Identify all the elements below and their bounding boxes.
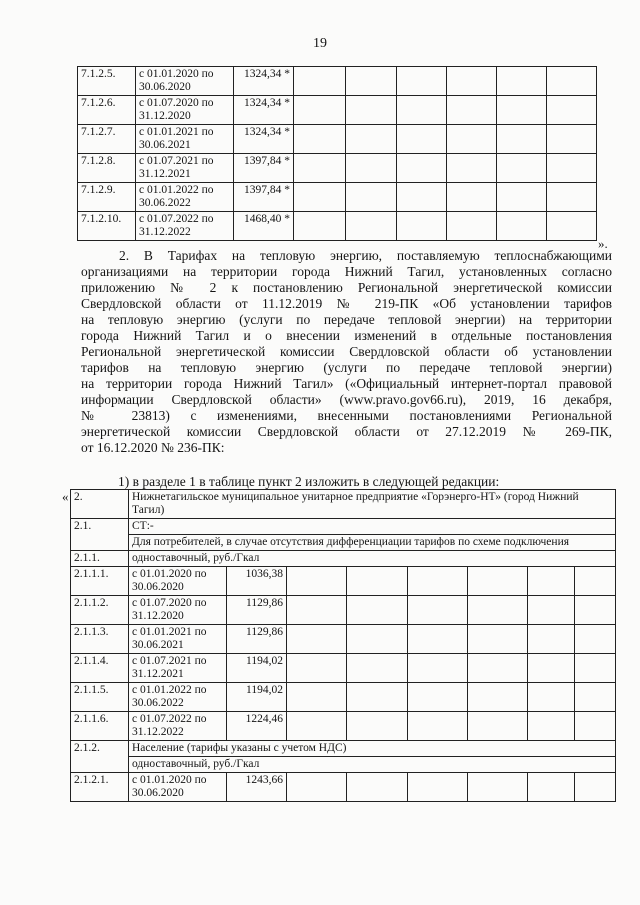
table-row <box>78 125 597 154</box>
empty-cell <box>397 67 447 96</box>
empty-cell <box>497 183 547 212</box>
empty-cell <box>347 596 408 625</box>
empty-cell <box>294 96 346 125</box>
paragraph-2 <box>81 248 612 456</box>
pop-label: Население (тарифы указаны с учетом НДС) <box>129 741 616 757</box>
consumers-row <box>71 535 616 551</box>
row-period: с 01.07.2020 по 31.12.2020 <box>129 596 227 625</box>
paragraph-line: Региональной энергетической комиссии Свердловской области об установлении <box>81 344 612 359</box>
row-period: с 01.01.2020 по 30.06.2020 <box>136 67 234 96</box>
opening-quote: « <box>62 489 69 504</box>
empty-cell <box>287 567 347 596</box>
org-name: Нижнетагильское муниципальное унитарное предприятие «Горэнерго-НТ» (город Нижний Тагил) <box>129 490 616 519</box>
empty-cell <box>575 773 616 802</box>
row-value: 1397,84 * <box>234 183 294 212</box>
row-code: 7.1.2.6. <box>78 96 136 125</box>
empty-cell <box>408 712 468 741</box>
empty-cell <box>347 567 408 596</box>
empty-cell <box>347 625 408 654</box>
empty-cell <box>447 183 497 212</box>
empty-cell <box>397 154 447 183</box>
row-value: 1324,34 * <box>234 96 294 125</box>
pop-code: 2.1.2. <box>71 741 129 773</box>
row-code: 2.1.1.5. <box>71 683 129 712</box>
empty-cell <box>347 712 408 741</box>
empty-cell <box>347 683 408 712</box>
single-label: одноставочный, руб./Гкал <box>129 551 616 567</box>
empty-cell <box>408 654 468 683</box>
empty-cell <box>528 773 575 802</box>
paragraph-line: информации Свердловской области» (www.pravo.gov66.ru), 2019, 16 декабря, <box>81 392 612 407</box>
empty-cell <box>397 125 447 154</box>
empty-cell <box>287 773 347 802</box>
row-code: 7.1.2.10. <box>78 212 136 241</box>
empty-cell <box>408 683 468 712</box>
row-value: 1194,02 <box>227 654 287 683</box>
table-row <box>71 567 616 596</box>
empty-cell <box>575 625 616 654</box>
row-code: 2.1.1.3. <box>71 625 129 654</box>
empty-cell <box>346 183 397 212</box>
empty-cell <box>528 654 575 683</box>
single-rate-row <box>71 551 616 567</box>
empty-cell <box>287 625 347 654</box>
empty-cell <box>575 654 616 683</box>
empty-cell <box>408 567 468 596</box>
empty-cell <box>547 125 597 154</box>
empty-cell <box>547 154 597 183</box>
table-row <box>78 67 597 96</box>
empty-cell <box>547 212 597 241</box>
row-code: 2.1.1.1. <box>71 567 129 596</box>
st-code: 2.1. <box>71 519 129 551</box>
row-period: с 01.07.2022 по 31.12.2022 <box>136 212 234 241</box>
single-code: 2.1.1. <box>71 551 129 567</box>
table-row <box>71 712 616 741</box>
row-period: с 01.01.2021 по 30.06.2021 <box>136 125 234 154</box>
empty-cell <box>468 773 528 802</box>
row-value: 1324,34 * <box>234 125 294 154</box>
empty-cell <box>347 773 408 802</box>
row-period: с 01.07.2020 по 31.12.2020 <box>136 96 234 125</box>
empty-cell <box>294 67 346 96</box>
empty-cell <box>287 654 347 683</box>
empty-cell <box>468 683 528 712</box>
empty-cell <box>397 212 447 241</box>
paragraph-line: города Нижний Тагил и о внесении изменений в отдельные постановления <box>81 328 612 343</box>
closing-quote: ». <box>598 236 608 251</box>
row-value: 1194,02 <box>227 683 287 712</box>
empty-cell <box>408 596 468 625</box>
empty-cell <box>287 712 347 741</box>
row-value: 1129,86 <box>227 625 287 654</box>
empty-cell <box>468 625 528 654</box>
paragraph-line: № 23813) с изменениями, внесенными постановлениями Региональной <box>81 408 612 423</box>
consumers-label: Для потребителей, в случае отсутствия дифференциации тарифов по схеме подключения <box>129 535 616 551</box>
row-code: 7.1.2.7. <box>78 125 136 154</box>
empty-cell <box>287 596 347 625</box>
empty-cell <box>397 183 447 212</box>
tariff-table-goenergo <box>70 489 616 802</box>
empty-cell <box>294 154 346 183</box>
item-1: 1) в разделе 1 в таблице пункт 2 изложить в следующей редакции: <box>118 474 500 489</box>
row-code: 2.1.1.4. <box>71 654 129 683</box>
pop-single-label: одноставочный, руб./Гкал <box>129 757 616 773</box>
empty-cell <box>528 567 575 596</box>
empty-cell <box>294 212 346 241</box>
empty-cell <box>447 154 497 183</box>
table-row <box>71 773 616 802</box>
page-number: 19 <box>313 36 327 51</box>
empty-cell <box>547 67 597 96</box>
empty-cell <box>447 125 497 154</box>
row-value: 1224,46 <box>227 712 287 741</box>
paragraph-line: на тепловую энергию (услуги по передаче тепловой энергии) на территории <box>81 312 612 327</box>
st-row <box>71 519 616 535</box>
paragraph-line: от 16.12.2020 № 236-ПК: <box>81 440 225 455</box>
empty-cell <box>575 683 616 712</box>
empty-cell <box>294 125 346 154</box>
empty-cell <box>287 683 347 712</box>
table-row <box>71 654 616 683</box>
row-value: 1397,84 * <box>234 154 294 183</box>
row-period: с 01.01.2021 по 30.06.2021 <box>129 625 227 654</box>
empty-cell <box>447 96 497 125</box>
row-period: с 01.01.2022 по 30.06.2022 <box>129 683 227 712</box>
empty-cell <box>346 96 397 125</box>
empty-cell <box>528 712 575 741</box>
empty-cell <box>528 625 575 654</box>
population-row <box>71 741 616 757</box>
empty-cell <box>528 683 575 712</box>
empty-cell <box>468 596 528 625</box>
row-period: с 01.07.2021 по 31.12.2021 <box>136 154 234 183</box>
row-period: с 01.01.2020 по 30.06.2020 <box>129 567 227 596</box>
empty-cell <box>575 567 616 596</box>
table-row <box>71 625 616 654</box>
empty-cell <box>447 67 497 96</box>
empty-cell <box>547 183 597 212</box>
empty-cell <box>408 625 468 654</box>
empty-cell <box>347 654 408 683</box>
empty-cell <box>468 567 528 596</box>
paragraph-line: организациями на территории города Нижний Тагил, установленных согласно <box>81 264 612 279</box>
table-row <box>71 683 616 712</box>
row-period: с 01.07.2022 по 31.12.2022 <box>129 712 227 741</box>
row-value: 1129,86 <box>227 596 287 625</box>
empty-cell <box>447 212 497 241</box>
pop-single-rate-row <box>71 757 616 773</box>
empty-cell <box>547 96 597 125</box>
tariff-table-continued <box>77 66 597 241</box>
empty-cell <box>575 712 616 741</box>
empty-cell <box>294 183 346 212</box>
empty-cell <box>468 712 528 741</box>
table-row <box>71 596 616 625</box>
row-code: 2.1.1.2. <box>71 596 129 625</box>
empty-cell <box>346 67 397 96</box>
row-value: 1243,66 <box>227 773 287 802</box>
empty-cell <box>497 154 547 183</box>
empty-cell <box>346 125 397 154</box>
empty-cell <box>497 67 547 96</box>
table-row <box>78 183 597 212</box>
row-period: с 01.01.2022 по 30.06.2022 <box>136 183 234 212</box>
row-code: 7.1.2.5. <box>78 67 136 96</box>
empty-cell <box>575 596 616 625</box>
empty-cell <box>408 773 468 802</box>
row-period: с 01.07.2021 по 31.12.2021 <box>129 654 227 683</box>
paragraph-line: Свердловской области от 11.12.2019 № 219-ПК «Об установлении тарифов <box>81 296 612 311</box>
st-label: СТ:- <box>129 519 616 535</box>
empty-cell <box>346 212 397 241</box>
paragraph-line: приложению № 2 к постановлению Региональной энергетической комиссии <box>81 280 612 295</box>
row-value: 1036,38 <box>227 567 287 596</box>
org-row <box>71 490 616 519</box>
empty-cell <box>497 96 547 125</box>
empty-cell <box>468 654 528 683</box>
empty-cell <box>397 96 447 125</box>
empty-cell <box>497 125 547 154</box>
paragraph-line: на территории города Нижний Тагил» («Официальный интернет-портал правовой <box>81 376 612 391</box>
row-value: 1468,40 * <box>234 212 294 241</box>
table-row <box>78 96 597 125</box>
org-code: 2. <box>71 490 129 519</box>
paragraph-line: энергетической комиссии Свердловской области от 27.12.2019 № 269-ПК, <box>81 424 612 439</box>
row-code: 7.1.2.9. <box>78 183 136 212</box>
row-value: 1324,34 * <box>234 67 294 96</box>
empty-cell <box>346 154 397 183</box>
paragraph-line: тарифов на тепловую энергию (услуги по передаче тепловой энергии) <box>81 360 612 375</box>
row-code: 2.1.2.1. <box>71 773 129 802</box>
row-code: 2.1.1.6. <box>71 712 129 741</box>
paragraph-line: 2. В Тарифах на тепловую энергию, поставляемую теплоснабжающими <box>119 248 612 263</box>
row-code: 7.1.2.8. <box>78 154 136 183</box>
row-period: с 01.01.2020 по 30.06.2020 <box>129 773 227 802</box>
table-row <box>78 212 597 241</box>
empty-cell <box>497 212 547 241</box>
table-row <box>78 154 597 183</box>
empty-cell <box>528 596 575 625</box>
